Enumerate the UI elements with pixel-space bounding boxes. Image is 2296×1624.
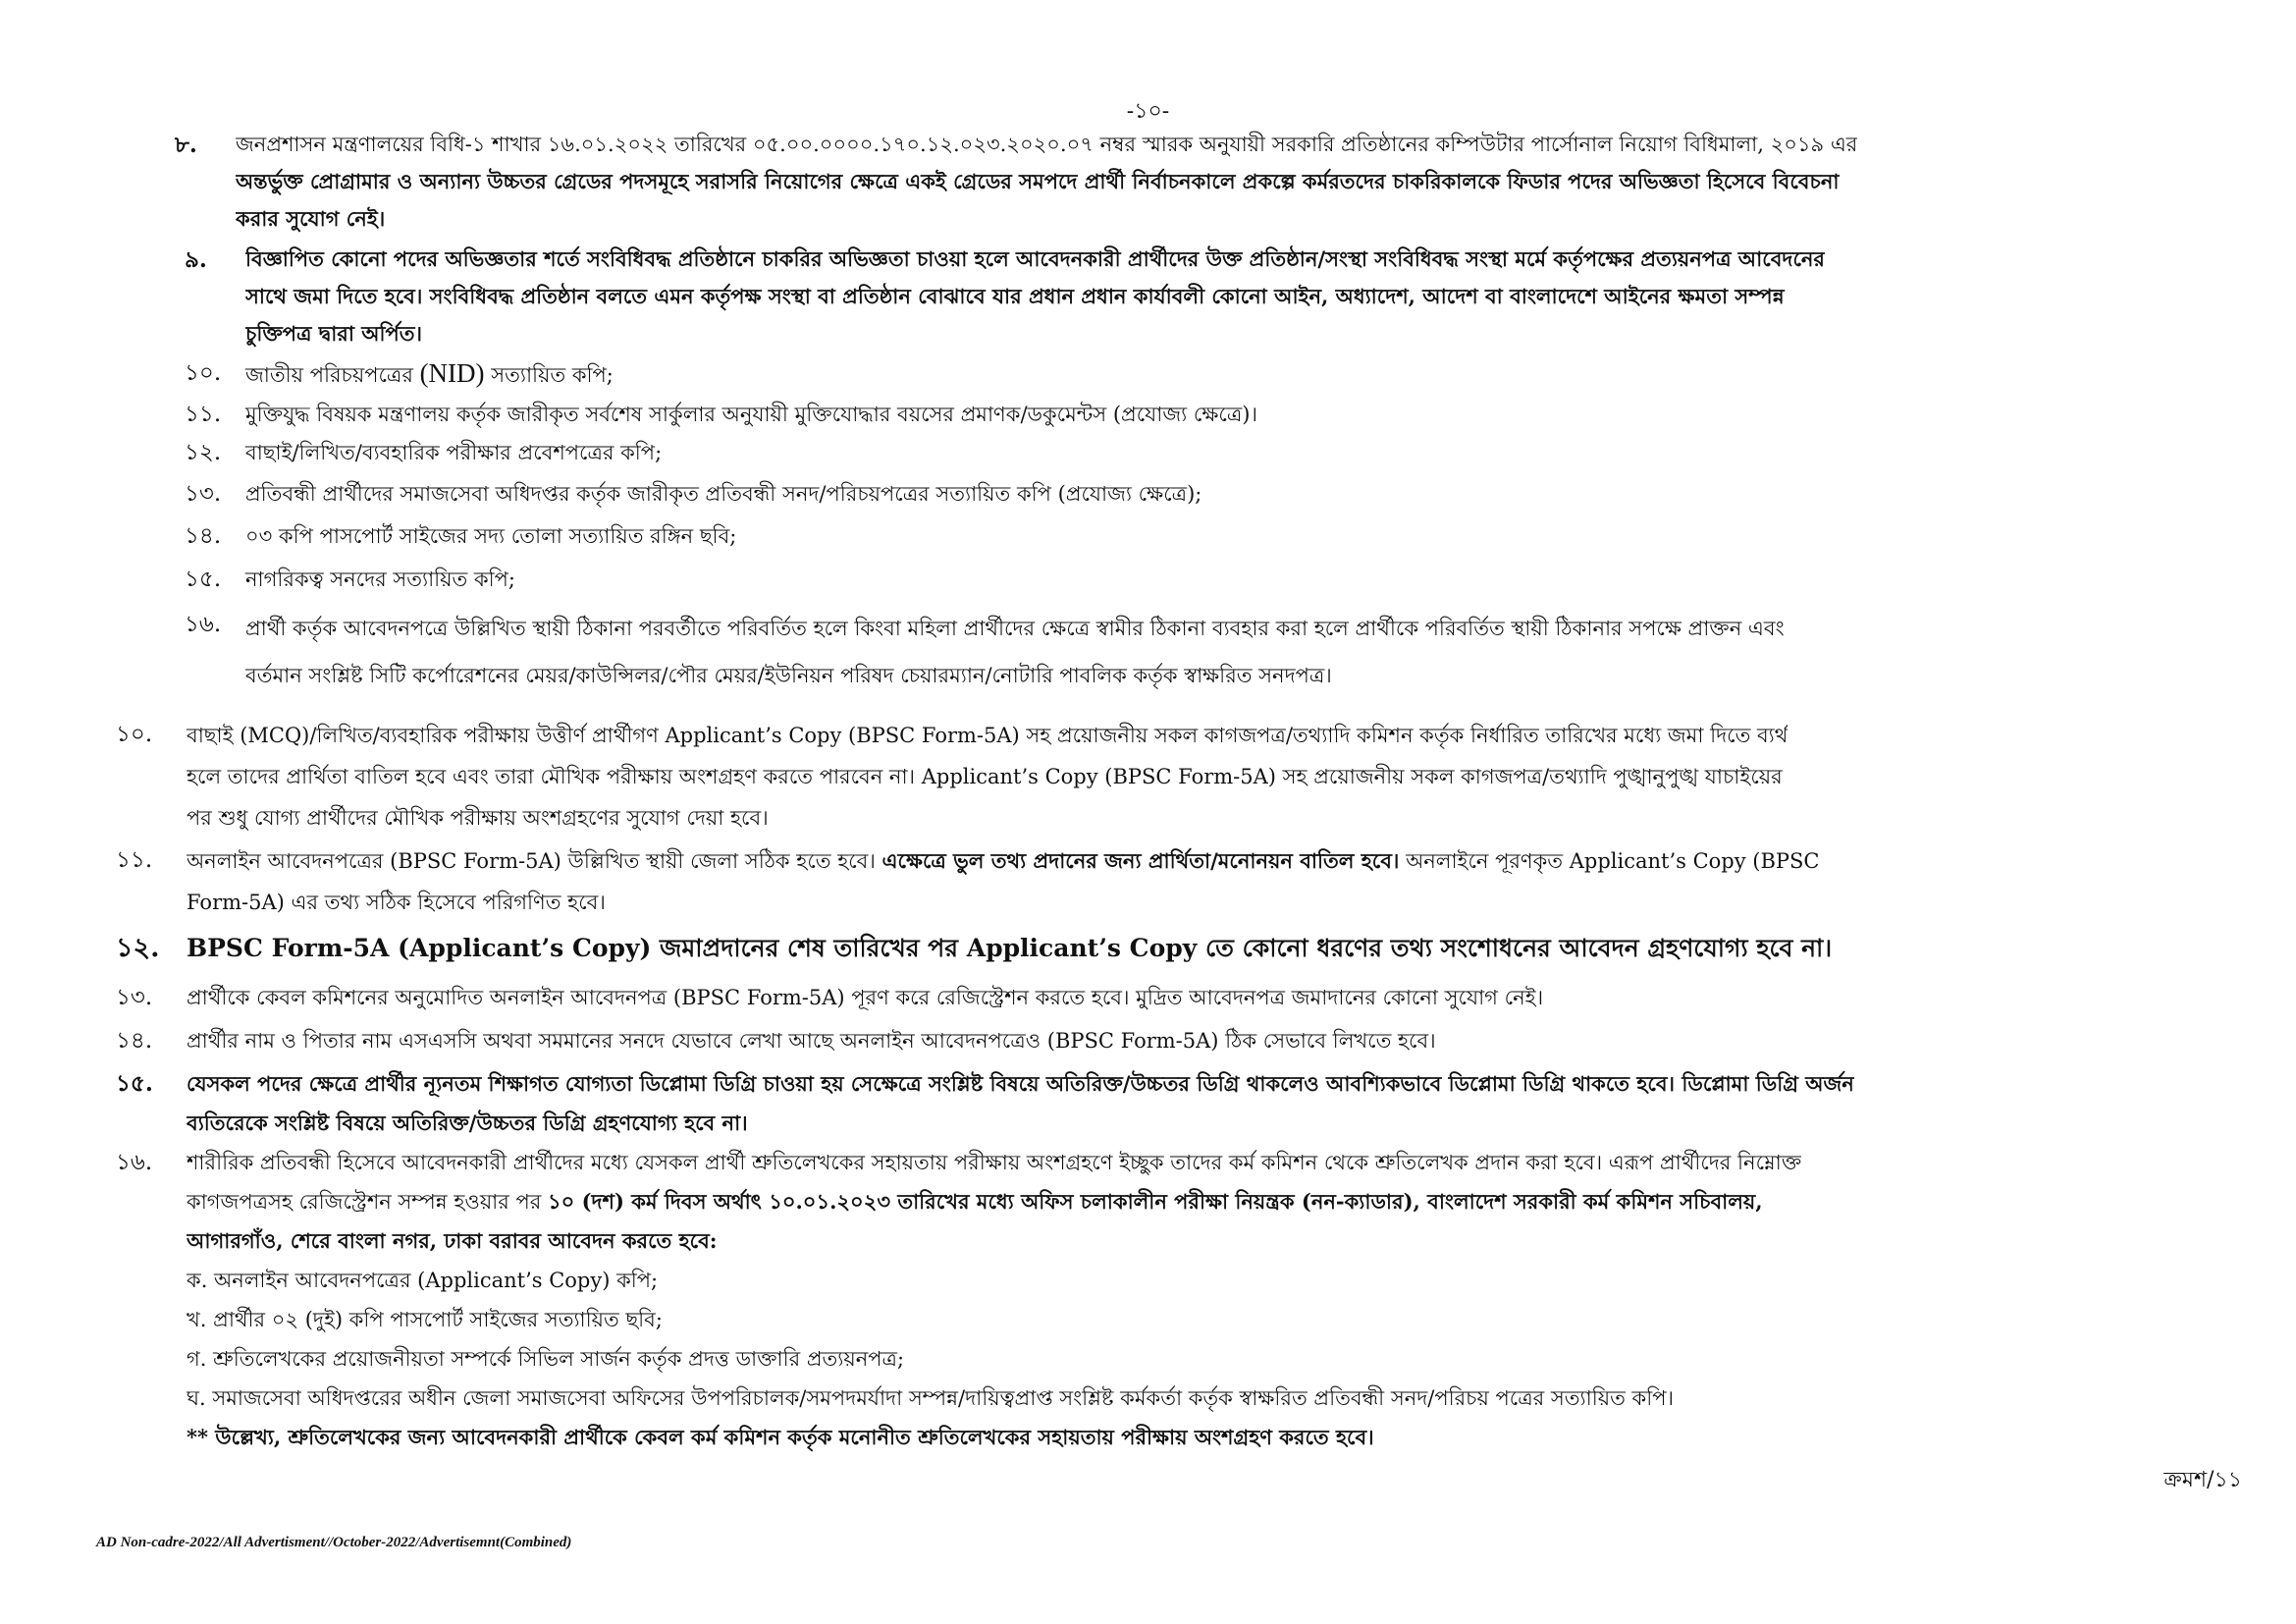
item-line: সাথে জমা দিতে হবে। সংবিধিবদ্ধ প্রতিষ্ঠান বলতে এমন কর্তৃপক্ষ সংস্থা বা প্রতিষ্ঠান বোঝাবে যার প্রধান প্রধান কার্যাবলী কোনো আইন, অধ্যাদেশ, আদেশ বা বাংলাদেশে আইনের ক্ষমতা সম্পন্ন — [245, 284, 1785, 308]
item-text: কাগজপত্রসহ রেজিস্ট্রেশন সম্পন্ন হওয়ার পর — [187, 1190, 548, 1214]
item-number: ১২. — [116, 933, 160, 963]
item-text-latin: (NID) — [419, 358, 485, 388]
item-text: মুক্তিযুদ্ধ বিষয়ক মন্ত্রণালয় কর্তৃক জারীকৃত সর্বশেষ সার্কুলার অনুযায়ী মুক্তিযোদ্ধার বয়সের প্রমাণক/ডকুমেন্টস (প্রযোজ্য ক্ষেত্রে)। — [245, 403, 1257, 426]
item-number: ১৩. — [116, 985, 153, 1010]
item-line: আগারগাঁও, শেরে বাংলা নগর, ঢাকা বরাবর আবেদন করতে হবে: — [187, 1228, 718, 1253]
item-text: জাতীয় পরিচয়পত্রের — [245, 363, 420, 387]
note: ** উল্লেখ্য, শ্রুতিলেখকের জন্য আবেদনকারী প্রার্থীকে কেবল কর্ম কমিশন কর্তৃক মনোনীত শ্রুতিলেখকের সহায়তায় পরীক্ষায় অংশগ্রহণ করতে হবে। — [187, 1425, 1374, 1449]
footer-reference: AD Non-cadre-2022/All Advertisment//October-2022/Advertisemnt(Combined) — [96, 1535, 572, 1550]
item-text: প্রার্থীর নাম ও পিতার নাম এসএসসি অথবা সমমানের সনদে যেভাবে লেখা আছে অনলাইন আবেদনপত্রেও (BPSC Form-5A) ঠিক সেভাবে লিখতে হবে। — [187, 1029, 1436, 1053]
item-text: প্রতিবন্ধী প্রার্থীদের সমাজসেবা অধিদপ্তর কর্তৃক জারীকৃত প্রতিবন্ধী সনদ/পরিচয়পত্রের সত্যায়িত কপি (প্রযোজ্য ক্ষেত্রে); — [245, 482, 1202, 506]
sub-item-c: গ. শ্রুতিলেখকের প্রয়োজনীয়তা সম্পর্কে সিভিল সার্জন কর্তৃক প্রদত্ত ডাক্তারি প্রত্যয়নপত্র; — [187, 1347, 905, 1371]
item-text: নাগরিকত্ব সনদের সত্যায়িত কপি; — [245, 568, 516, 591]
item-number: ১৫. — [185, 567, 222, 592]
item-number: ৮. — [175, 132, 197, 158]
item-number: ১৩. — [185, 481, 222, 507]
item-line: হলে তাদের প্রার্থিতা বাতিল হবে এবং তারা মৌখিক পরীক্ষায় অংশগ্রহণ করতে পারবেন না। Applicant’s Copy (BPSC Form-5A) সহ প্রয়োজনীয় সকল কাগজপত্র/তথ্যাদি পুঙ্খানুপুঙ্খ যাচাইয়ের — [187, 765, 1783, 788]
item-line: বর্তমান সংশ্লিষ্ট সিটি কর্পোরেশনের মেয়র/কাউন্সিলর/পৌর মেয়র/ইউনিয়ন পরিষদ চেয়ারম্যান/নোটারি পাবলিক কর্তৃক স্বাক্ষরিত সনদপত্র। — [245, 664, 1332, 687]
item-text: বাছাই/লিখিত/ব্যবহারিক পরীক্ষার প্রবেশপত্রের কপি; — [245, 441, 663, 464]
item-line: যেসকল পদের ক্ষেত্রে প্রার্থীর ন্যূনতম শিক্ষাগত যোগ্যতা ডিপ্লোমা ডিগ্রি চাওয়া হয় সেক্ষেত্রে সংশ্লিষ্ট বিষয়ে অতিরিক্ত/উচ্চতর ডিগ্রি থাকলেও আবশ্যিকভাবে ডিপ্লোমা ডিগ্রি থাকতে হবে। ডিপ্লোমা ডিগ্রি অর্জন — [187, 1071, 1854, 1096]
item-text: অনলাইনে পূরণকৃত Applicant’s Copy (BPSC — [1399, 849, 1820, 873]
item-line: করার সুযোগ নেই। — [236, 206, 386, 231]
item-number: ১৪. — [116, 1028, 153, 1054]
item-text-bold: ১০ (দশ) কর্ম দিবস অর্থাৎ ১০.০১.২০২৩ তারিখের মধ্যে অফিস চলাকালীন পরীক্ষা নিয়ন্ত্রক (নন-ক্যাডার), বাংলাদেশ সরকারী কর্ম কমিশন সচিবালয়, — [547, 1189, 1763, 1214]
item-number: ১৫. — [116, 1070, 153, 1097]
item-line: জনপ্রশাসন মন্ত্রণালয়ের বিধি-১ শাখার ১৬.০১.২০২২ তারিখের ০৫.০০.০০০০.১৭০.১২.০২৩.২০২০.০৭ নম্বর স্মারক অনুযায়ী সরকারি প্রতিষ্ঠানের কম্পিউটার পার্সোনাল নিয়োগ বিধিমালা, ২০১৯ এর — [236, 133, 1858, 156]
item-text: সত্যায়িত কপি; — [484, 363, 614, 387]
item-number: ১১. — [185, 402, 222, 427]
item-text-bold: এক্ষেত্রে ভুল তথ্য প্রদানের জন্য প্রার্থিতা/মনোনয়ন বাতিল হবে। — [881, 848, 1400, 873]
page-number: -১০- — [1126, 99, 1170, 124]
item-line: শারীরিক প্রতিবন্ধী হিসেবে আবেদনকারী প্রার্থীদের মধ্যে যেসকল প্রার্থী শ্রুতিলেখকের সহায়তায় পরীক্ষায় অংশগ্রহণে ইচ্ছুক তাদের কর্ম কমিশন থেকে শ্রুতিলেখক প্রদান করা হবে। এরূপ প্রার্থীদের নিম্নোক্ত — [187, 1151, 1802, 1174]
item-number: ১১. — [116, 847, 153, 873]
sub-item-d: ঘ. সমাজসেবা অধিদপ্তরের অধীন জেলা সমাজসেবা অফিসের উপপরিচালক/সমপদমর্যাদা সম্পন্ন/দায়িত্বপ্রাপ্ত সংশ্লিষ্ট কর্মকর্তা কর্তৃক স্বাক্ষরিত প্রতিবন্ধী সনদ/পরিচয় পত্রের সত্যায়িত কপি। — [187, 1386, 1674, 1410]
sub-item-a: ক. অনলাইন আবেদনপত্রের (Applicant’s Copy) কপি; — [187, 1269, 659, 1292]
item-line: Form-5A) এর তথ্য সঠিক হিসেবে পরিগণিত হবে। — [187, 891, 606, 914]
item-number: ১৪. — [185, 523, 222, 549]
item-line: ব্যতিরেকে সংশ্লিষ্ট বিষয়ে অতিরিক্ত/উচ্চতর ডিগ্রি গ্রহণযোগ্য হবে না। — [187, 1110, 748, 1135]
item-number: ১০. — [185, 360, 222, 386]
item-text: প্রার্থীকে কেবল কমিশনের অনুমোদিত অনলাইন আবেদনপত্র (BPSC Form-5A) পূরণ করে রেজিস্ট্রেশন করতে হবে। মুদ্রিত আবেদনপত্র জমাদানের কোনো সুযোগ নেই। — [187, 986, 1544, 1009]
item-text: ০৩ কপি পাসপোর্ট সাইজের সদ্য তোলা সত্যায়িত রঙ্গিন ছবি; — [245, 524, 737, 548]
item-number: ১৬. — [185, 612, 222, 637]
item-line: প্রার্থী কর্তৃক আবেদনপত্রে উল্লিখিত স্থায়ী ঠিকানা পরবর্তীতে পরিবর্তিত হলে কিংবা মহিলা প্রার্থীদের ক্ষেত্রে স্বামীর ঠিকানা ব্যবহার করা হলে প্রার্থীকে পরিবর্তিত স্থায়ী ঠিকানার সপক্ষে প্রাক্তন এবং — [245, 617, 1785, 640]
item-line: বিজ্ঞাপিত কোনো পদের অভিজ্ঞতার শর্তে সংবিধিবদ্ধ প্রতিষ্ঠানে চাকরির অভিজ্ঞতা চাওয়া হলে আবেদনকারী প্রার্থীদের উক্ত প্রতিষ্ঠান/সংস্থা সংবিধিবদ্ধ সংস্থা মর্মে কর্তৃপক্ষের প্রত্যয়নপত্র আবেদনের — [245, 246, 1825, 271]
item-number: ১০. — [116, 722, 153, 747]
continued-marker: ক্রমশ/১১ — [2163, 1468, 2242, 1492]
item-number: ৯. — [185, 246, 207, 273]
item-number: ১৬. — [116, 1150, 153, 1175]
item-text: অনলাইন আবেদনপত্রের (BPSC Form-5A) উল্লিখিত স্থায়ী জেলা সঠিক হতে হবে। — [187, 849, 882, 873]
item-line: চুক্তিপত্র দ্বারা অর্পিত। — [245, 321, 422, 346]
item-line: বাছাই (MCQ)/লিখিত/ব্যবহারিক পরীক্ষায় উত্তীর্ণ প্রার্থীগণ Applicant’s Copy (BPSC Form-5A) সহ প্রয়োজনীয় সকল কাগজপত্র/তথ্যাদি কমিশন কর্তৃক নির্ধারিত তারিখের মধ্যে জমা দিতে ব্যর্থ — [187, 724, 1789, 747]
item-number: ১২. — [185, 440, 222, 465]
item-line: পর শুধু যোগ্য প্রার্থীদের মৌখিক পরীক্ষায় অংশগ্রহণের সুযোগ দেয়া হবে। — [187, 806, 769, 830]
item-text: BPSC Form-5A (Applicant’s Copy) জমাপ্রদানের শেষ তারিখের পর Applicant’s Copy তে কোনো ধরণের তথ্য সংশোধনের আবেদন গ্রহণযোগ্য হবে না। — [187, 934, 1833, 962]
sub-item-b: খ. প্রার্থীর ০২ (দুই) কপি পাসপোর্ট সাইজের সত্যায়িত ছবি; — [187, 1308, 663, 1331]
item-line: অন্তর্ভুক্ত প্রোগ্রামার ও অন্যান্য উচ্চতর গ্রেডের পদসমূহে সরাসরি নিয়োগের ক্ষেত্রে একই গ্রেডের সমপদে প্রার্থী নির্বাচনকালে প্রকল্পে কর্মরতদের চাকরিকালকে ফিডার পদের অভিজ্ঞতা হিসেবে বিবেচনা — [236, 169, 1840, 193]
